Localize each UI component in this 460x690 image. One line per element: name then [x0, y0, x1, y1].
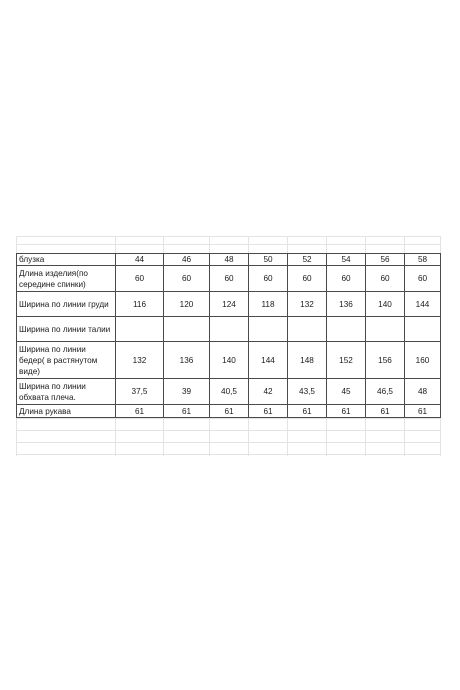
table-cell[interactable]: 61 [327, 405, 366, 418]
table-cell[interactable]: 124 [210, 292, 249, 317]
table-cell[interactable]: 60 [210, 266, 249, 292]
table-header-row [17, 254, 441, 266]
table-cell[interactable]: 60 [288, 266, 327, 292]
table-cell[interactable] [366, 317, 405, 342]
table-cell[interactable]: 61 [366, 405, 405, 418]
table-row [17, 405, 441, 418]
table-cell[interactable]: 61 [210, 405, 249, 418]
table-cell[interactable]: 140 [210, 342, 249, 379]
table-cell[interactable]: 136 [164, 342, 210, 379]
row-label[interactable]: Ширина по линии талии [17, 317, 116, 342]
table-cell[interactable]: 48 [405, 379, 441, 405]
size-header[interactable]: 56 [366, 254, 405, 266]
table-cell[interactable]: 152 [327, 342, 366, 379]
table-cell[interactable]: 61 [405, 405, 441, 418]
table-cell[interactable]: 120 [164, 292, 210, 317]
table-cell[interactable]: 60 [164, 266, 210, 292]
table-cell[interactable]: 136 [327, 292, 366, 317]
table-cell[interactable]: 61 [116, 405, 164, 418]
size-header[interactable]: 48 [210, 254, 249, 266]
table-row [17, 292, 441, 317]
table-cell[interactable]: 40,5 [210, 379, 249, 405]
gridline [16, 244, 440, 245]
row-label[interactable]: Ширина по линии груди [17, 292, 116, 317]
size-chart-table [16, 253, 441, 418]
table-cell[interactable]: 46,5 [366, 379, 405, 405]
table-cell[interactable]: 132 [116, 342, 164, 379]
table-cell[interactable] [116, 317, 164, 342]
table-cell[interactable] [405, 317, 441, 342]
size-header[interactable]: 44 [116, 254, 164, 266]
table-cell[interactable]: 45 [327, 379, 366, 405]
gridline [16, 418, 440, 419]
gridline [16, 442, 440, 443]
size-header[interactable]: 52 [288, 254, 327, 266]
gridline [16, 430, 440, 431]
table-cell[interactable]: 60 [327, 266, 366, 292]
table-cell[interactable]: 160 [405, 342, 441, 379]
row-label[interactable]: Длина изделия(по середине спинки) [17, 266, 116, 292]
size-header[interactable]: 50 [249, 254, 288, 266]
size-header[interactable]: 58 [405, 254, 441, 266]
table-cell[interactable] [327, 317, 366, 342]
table-cell[interactable]: 37,5 [116, 379, 164, 405]
table-row [17, 317, 441, 342]
table-cell[interactable]: 42 [249, 379, 288, 405]
table-cell[interactable]: 39 [164, 379, 210, 405]
gridline [16, 454, 440, 455]
table-row [17, 342, 441, 379]
table-row [17, 379, 441, 405]
row-label[interactable]: Ширина по линии бедер( в растянутом виде) [17, 342, 116, 379]
table-cell[interactable] [164, 317, 210, 342]
row-label[interactable]: Ширина по линии обхвата плеча. [17, 379, 116, 405]
table-cell[interactable]: 60 [405, 266, 441, 292]
table-cell[interactable]: 132 [288, 292, 327, 317]
table-cell[interactable]: 60 [116, 266, 164, 292]
gridline [16, 236, 440, 237]
table-cell[interactable]: 60 [366, 266, 405, 292]
table-cell[interactable]: 156 [366, 342, 405, 379]
table-cell[interactable]: 60 [249, 266, 288, 292]
row-label[interactable]: Длина рукава [17, 405, 116, 418]
table-cell[interactable]: 148 [288, 342, 327, 379]
size-header[interactable]: 46 [164, 254, 210, 266]
table-cell[interactable]: 118 [249, 292, 288, 317]
table-row [17, 266, 441, 292]
header-label[interactable]: блузка [17, 254, 116, 266]
table-cell[interactable]: 116 [116, 292, 164, 317]
table-cell[interactable]: 43,5 [288, 379, 327, 405]
table-cell[interactable]: 61 [249, 405, 288, 418]
table-cell[interactable] [210, 317, 249, 342]
table-cell[interactable]: 144 [405, 292, 441, 317]
table-cell[interactable] [249, 317, 288, 342]
table-cell[interactable]: 140 [366, 292, 405, 317]
table-cell[interactable]: 144 [249, 342, 288, 379]
table-cell[interactable] [288, 317, 327, 342]
table-cell[interactable]: 61 [164, 405, 210, 418]
size-header[interactable]: 54 [327, 254, 366, 266]
table-cell[interactable]: 61 [288, 405, 327, 418]
